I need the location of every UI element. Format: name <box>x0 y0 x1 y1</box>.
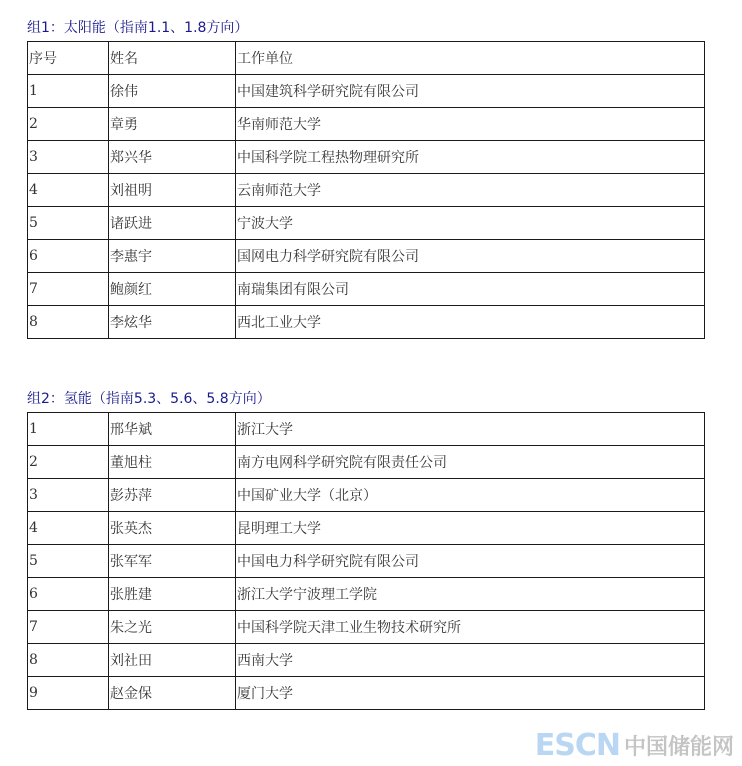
row-affiliation: 中国建筑科学研究院有限公司 <box>236 75 705 108</box>
row-name: 张英杰 <box>109 512 236 545</box>
table-header-row <box>28 42 705 75</box>
row-number: 1 <box>28 75 109 108</box>
table-row <box>28 174 705 207</box>
row-affiliation: 宁波大学 <box>236 207 705 240</box>
row-number: 4 <box>28 174 109 207</box>
table-row <box>28 306 705 339</box>
table-row <box>28 240 705 273</box>
row-name: 鲍颜红 <box>109 273 236 306</box>
table-row <box>28 108 705 141</box>
row-affiliation: 华南师范大学 <box>236 108 705 141</box>
table-row <box>28 545 705 578</box>
table-row <box>28 446 705 479</box>
row-name: 李惠宇 <box>109 240 236 273</box>
row-name: 董旭柱 <box>109 446 236 479</box>
row-name: 李炫华 <box>109 306 236 339</box>
row-name: 郑兴华 <box>109 141 236 174</box>
header-cell-number: 序号 <box>28 42 109 75</box>
row-number: 4 <box>28 512 109 545</box>
table-row <box>28 75 705 108</box>
row-number: 9 <box>28 677 109 710</box>
header-cell-name: 姓名 <box>109 42 236 75</box>
row-number: 7 <box>28 273 109 306</box>
table-row <box>28 207 705 240</box>
row-affiliation: 中国科学院天津工业生物技术研究所 <box>236 611 705 644</box>
table-row <box>28 611 705 644</box>
row-affiliation: 中国科学院工程热物理研究所 <box>236 141 705 174</box>
row-affiliation: 厦门大学 <box>236 677 705 710</box>
row-name: 赵金保 <box>109 677 236 710</box>
row-affiliation: 浙江大学 <box>236 413 705 446</box>
row-affiliation: 中国电力科学研究院有限公司 <box>236 545 705 578</box>
row-number: 3 <box>28 141 109 174</box>
row-number: 8 <box>28 644 109 677</box>
row-name: 刘祖明 <box>109 174 236 207</box>
row-affiliation: 南瑞集团有限公司 <box>236 273 705 306</box>
row-affiliation: 昆明理工大学 <box>236 512 705 545</box>
table-row <box>28 141 705 174</box>
row-affiliation: 南方电网科学研究院有限责任公司 <box>236 446 705 479</box>
row-number: 2 <box>28 446 109 479</box>
table-row <box>28 273 705 306</box>
row-affiliation: 国网电力科学研究院有限公司 <box>236 240 705 273</box>
row-number: 6 <box>28 578 109 611</box>
row-affiliation: 中国矿业大学（北京） <box>236 479 705 512</box>
row-name: 刘社田 <box>109 644 236 677</box>
table-row <box>28 413 705 446</box>
row-number: 5 <box>28 545 109 578</box>
row-name: 邢华斌 <box>109 413 236 446</box>
row-affiliation: 西北工业大学 <box>236 306 705 339</box>
row-name: 朱之光 <box>109 611 236 644</box>
row-affiliation: 西南大学 <box>236 644 705 677</box>
row-number: 7 <box>28 611 109 644</box>
group1-title: 组1：太阳能（指南1.1、1.8方向） <box>27 20 249 36</box>
table-row <box>28 644 705 677</box>
watermark-site-name: 中国储能网 <box>623 734 734 760</box>
row-name: 张军军 <box>109 545 236 578</box>
table-row <box>28 677 705 710</box>
group2-table <box>27 412 705 710</box>
row-name: 诸跃进 <box>109 207 236 240</box>
row-number: 8 <box>28 306 109 339</box>
table-row <box>28 512 705 545</box>
group2-title: 组2：氢能（指南5.3、5.6、5.8方向） <box>27 391 271 407</box>
header-cell-affiliation: 工作单位 <box>236 42 705 75</box>
table-row <box>28 479 705 512</box>
row-name: 张胜建 <box>109 578 236 611</box>
escn-watermark <box>535 728 734 762</box>
row-affiliation: 云南师范大学 <box>236 174 705 207</box>
row-name: 徐伟 <box>109 75 236 108</box>
row-affiliation: 浙江大学宁波理工学院 <box>236 578 705 611</box>
table-row <box>28 578 705 611</box>
row-number: 2 <box>28 108 109 141</box>
row-number: 5 <box>28 207 109 240</box>
row-name: 章勇 <box>109 108 236 141</box>
row-number: 6 <box>28 240 109 273</box>
row-name: 彭苏萍 <box>109 479 236 512</box>
row-number: 1 <box>28 413 109 446</box>
watermark-logo-text: ESCN <box>534 727 620 763</box>
row-number: 3 <box>28 479 109 512</box>
group1-table <box>27 41 705 339</box>
